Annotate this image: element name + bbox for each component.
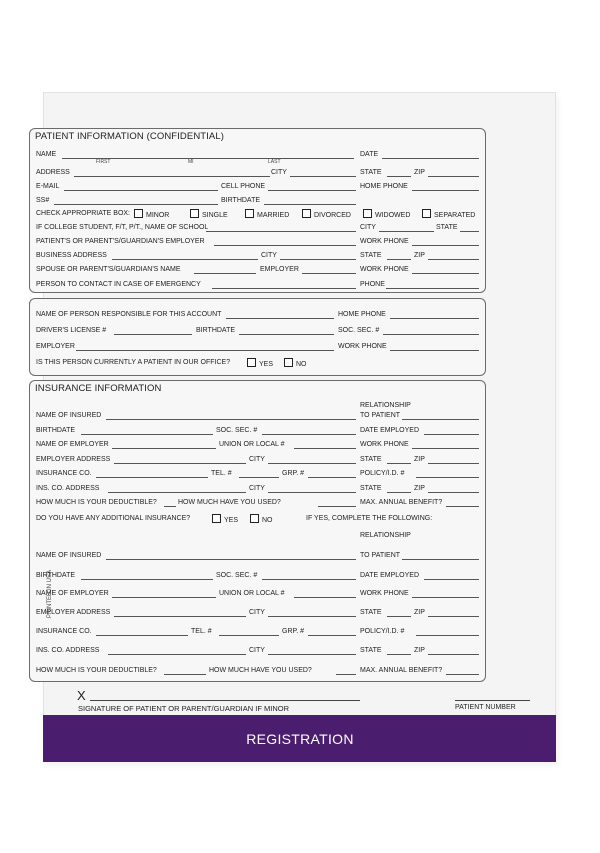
to-patient-label: TO PATIENT — [360, 412, 401, 419]
email-label: E-MAIL — [36, 183, 60, 190]
email-field[interactable] — [64, 190, 218, 191]
birthdate-field[interactable] — [264, 204, 356, 205]
responsible-home-phone-field[interactable] — [390, 318, 479, 319]
work-phone-label-2: WORK PHONE — [360, 590, 409, 597]
current-patient-no-option[interactable] — [280, 358, 307, 369]
policy-label: POLICY/I.D. # — [360, 470, 405, 477]
business-address-row — [36, 251, 479, 263]
insurance-address-label: INS. CO. ADDRESS — [36, 485, 100, 492]
address-row — [36, 168, 479, 180]
status-option-separated[interactable] — [418, 209, 475, 220]
state-label: STATE — [360, 485, 382, 492]
business-address-label: BUSINESS ADDRESS — [36, 252, 107, 259]
cell-phone-label: CELL PHONE — [221, 183, 266, 190]
tel-label: TEL. # — [211, 470, 232, 477]
responsible-name-row — [36, 310, 479, 322]
current-patient-question: IS THIS PERSON CURRENTLY A PATIENT IN OUR OFFICE? — [36, 359, 231, 366]
yes-label: YES — [224, 517, 239, 524]
responsible-party-section — [29, 298, 486, 376]
checkbox[interactable] — [245, 209, 254, 218]
city-label: CITY — [249, 456, 265, 463]
state-label-3: STATE — [360, 647, 382, 654]
city-label: CITY — [271, 169, 287, 176]
city-field-3[interactable] — [268, 654, 356, 655]
insurance-information-section — [29, 380, 486, 682]
date-field[interactable] — [382, 158, 479, 159]
current-patient-row — [36, 358, 479, 370]
emergency-label: PERSON TO CONTACT IN CASE OF EMERGENCY — [36, 281, 201, 288]
emergency-phone-field[interactable] — [386, 288, 479, 289]
cell-phone-field[interactable] — [268, 190, 356, 191]
additional-insurance-question: DO YOU HAVE ANY ADDITIONAL INSURANCE? — [36, 515, 191, 522]
date-employed-field-2[interactable] — [424, 579, 479, 580]
checkbox[interactable] — [247, 358, 256, 367]
employer-name-label-2: NAME OF EMPLOYER — [36, 590, 109, 597]
married-label: MARRIED — [257, 212, 290, 219]
insured2-birthdate-row — [36, 571, 479, 583]
birthdate-field-2[interactable] — [81, 579, 213, 580]
business-state-label: STATE — [360, 252, 382, 259]
insured2-row — [36, 551, 479, 563]
deductible-row-2 — [36, 666, 479, 678]
employer-label: PATIENT'S OR PARENT'S/GUARDIAN'S EMPLOYER — [36, 238, 205, 245]
grp-label: GRP. # — [282, 470, 305, 477]
address-label: ADDRESS — [36, 169, 70, 176]
used-field[interactable] — [318, 506, 356, 507]
zip-label-2: ZIP — [414, 609, 425, 616]
insurance-address-label-2: INS. CO. ADDRESS — [36, 647, 100, 654]
emergency-row — [36, 280, 479, 292]
tel-field[interactable] — [239, 477, 279, 478]
date-label: DATE — [360, 151, 379, 158]
license-field[interactable] — [114, 334, 192, 335]
spouse-row — [36, 265, 479, 277]
business-address-field[interactable] — [112, 259, 258, 260]
section-title: INSURANCE INFORMATION — [35, 383, 162, 394]
college-label: IF COLLEGE STUDENT, F/T, P/T., NAME OF SCHOOL — [36, 224, 209, 231]
side-print-text: PRINTED IN USA — [47, 569, 53, 618]
last-sublabel: LAST — [268, 159, 281, 165]
responsible-name-field[interactable] — [226, 318, 334, 319]
max-benefit-field[interactable] — [446, 506, 479, 507]
ssn-field[interactable] — [54, 204, 218, 205]
relationship2-field[interactable] — [402, 559, 479, 560]
yes-label: YES — [259, 361, 274, 368]
patient-information-section — [29, 128, 486, 293]
used-field-2[interactable] — [336, 674, 356, 675]
employer-name-label: NAME OF EMPLOYER — [36, 441, 109, 448]
checkbox[interactable] — [134, 209, 143, 218]
status-option-widowed[interactable] — [359, 209, 410, 220]
zip-label: ZIP — [414, 485, 425, 492]
deductible-label: HOW MUCH IS YOUR DEDUCTIBLE? — [36, 499, 157, 506]
employer-address-row-2 — [36, 608, 479, 620]
employer-address-label: EMPLOYER ADDRESS — [36, 456, 111, 463]
check-box-label: CHECK APPROPRIATE BOX: — [36, 210, 131, 217]
spouse-work-phone-field[interactable] — [412, 273, 479, 274]
responsible-work-phone-field[interactable] — [390, 350, 479, 351]
separated-label: SEPARATED — [434, 212, 476, 219]
home-phone-field[interactable] — [412, 190, 479, 191]
max-benefit-field-2[interactable] — [446, 674, 479, 675]
no-label: NO — [296, 361, 307, 368]
if-yes-instruction: IF YES, COMPLETE THE FOLLOWING: — [306, 515, 433, 522]
signature-x-mark: X — [77, 688, 86, 703]
state-label: STATE — [360, 169, 382, 176]
employer-field[interactable] — [214, 245, 356, 246]
zip-label: ZIP — [414, 169, 425, 176]
max-benefit-label-2: MAX. ANNUAL BENEFIT? — [360, 667, 443, 674]
name-row — [36, 150, 479, 165]
email-row — [36, 182, 479, 194]
spouse-work-phone-label: WORK PHONE — [360, 266, 409, 273]
birthdate-field[interactable] — [81, 434, 213, 435]
state-field-3[interactable] — [387, 654, 411, 655]
soc-sec-field-2[interactable] — [262, 579, 356, 580]
union-label-2: UNION OR LOCAL # — [219, 590, 285, 597]
zip-label-3: ZIP — [414, 647, 425, 654]
zip-field[interactable] — [428, 492, 479, 493]
single-label: SINGLE — [202, 212, 228, 219]
spouse-employer-label: EMPLOYER — [260, 266, 299, 273]
college-state-label: STATE — [436, 224, 458, 231]
business-zip-field[interactable] — [428, 259, 479, 260]
city-label-2: CITY — [249, 609, 265, 616]
business-state-field[interactable] — [387, 259, 411, 260]
city-field[interactable] — [268, 463, 356, 464]
employer-address-field-2[interactable] — [114, 616, 246, 617]
work-phone-field[interactable] — [412, 448, 479, 449]
college-state-field[interactable] — [460, 231, 479, 232]
emergency-phone-label: PHONE — [360, 281, 385, 288]
minor-label: MINOR — [146, 212, 170, 219]
deductible-row — [36, 498, 479, 510]
grp-field[interactable] — [308, 477, 356, 478]
ssn-label: SS# — [36, 197, 50, 204]
emergency-field[interactable] — [212, 288, 356, 289]
patient-number-line[interactable] — [455, 700, 530, 701]
checkbox[interactable] — [302, 209, 311, 218]
patient-number-label: PATIENT NUMBER — [455, 704, 516, 711]
union-field-2[interactable] — [294, 597, 356, 598]
business-zip-label: ZIP — [414, 252, 425, 259]
birthdate-label: BIRTHDATE — [221, 197, 261, 204]
responsible-soc-sec-label: SOC. SEC. # — [338, 327, 380, 334]
city-label: CITY — [249, 485, 265, 492]
college-city-field[interactable] — [379, 231, 434, 232]
work-phone-label: WORK PHONE — [360, 441, 409, 448]
insurance-co-label-2: INSURANCE CO. — [36, 628, 92, 635]
name-label: NAME — [36, 151, 57, 158]
address-field[interactable] — [74, 176, 270, 177]
grp-label-2: GRP. # — [282, 628, 305, 635]
checkbox[interactable] — [363, 209, 372, 218]
spouse-field[interactable] — [194, 273, 256, 274]
employer-row — [36, 237, 479, 249]
city-field[interactable] — [268, 492, 356, 493]
responsible-employer-field[interactable] — [76, 350, 334, 351]
state-field[interactable] — [387, 492, 411, 493]
policy-field-2[interactable] — [416, 635, 479, 636]
insured-employer-row — [36, 440, 479, 452]
city-field[interactable] — [290, 176, 356, 177]
city-label-3: CITY — [249, 647, 265, 654]
insured-field[interactable] — [106, 419, 356, 420]
date-employed-label-2: DATE EMPLOYED — [360, 572, 419, 579]
responsible-name-label: NAME OF PERSON RESPONSIBLE FOR THIS ACCOUNT — [36, 311, 222, 318]
zip-field-3[interactable] — [428, 654, 479, 655]
work-phone-label: WORK PHONE — [360, 238, 409, 245]
relationship2-header-row — [36, 531, 479, 543]
current-patient-yes-option[interactable] — [243, 358, 273, 369]
birthdate-label: BIRTHDATE — [36, 427, 76, 434]
checkbox[interactable] — [250, 514, 259, 523]
insured2-label: NAME OF INSURED — [36, 552, 102, 559]
spouse-label: SPOUSE OR PARENT'S/GUARDIAN'S NAME — [36, 266, 181, 273]
deductible-field-2[interactable] — [164, 674, 206, 675]
birthdate-label-2: BIRTHDATE — [36, 572, 76, 579]
divorced-label: DIVORCED — [314, 212, 351, 219]
insurance-co-label: INSURANCE CO. — [36, 470, 92, 477]
insured-label: NAME OF INSURED — [36, 412, 102, 419]
responsible-birthdate-field[interactable] — [239, 334, 334, 335]
mi-sublabel: MI — [188, 159, 194, 165]
college-city-label: CITY — [360, 224, 376, 231]
license-label: DRIVER'S LICENSE # — [36, 327, 107, 334]
employer-name-field-2[interactable] — [112, 597, 216, 598]
union-field[interactable] — [294, 448, 356, 449]
insurance-address-field[interactable] — [108, 492, 246, 493]
college-field[interactable] — [206, 231, 356, 232]
college-row — [36, 223, 479, 235]
insurance-address-field-2[interactable] — [108, 654, 246, 655]
status-option-minor[interactable] — [130, 209, 169, 220]
responsible-employer-label: EMPLOYER — [36, 343, 75, 350]
date-employed-field[interactable] — [424, 434, 479, 435]
zip-field-2[interactable] — [428, 616, 479, 617]
state-label: STATE — [360, 456, 382, 463]
tel-label-2: TEL. # — [191, 628, 212, 635]
insurance-address-row-2 — [36, 646, 479, 658]
tel-field-2[interactable] — [219, 635, 279, 636]
city-field-2[interactable] — [268, 616, 356, 617]
insurance-co-field[interactable] — [96, 477, 208, 478]
additional-yes-option[interactable] — [208, 514, 238, 525]
business-city-label: CITY — [261, 252, 277, 259]
checkbox[interactable] — [284, 358, 293, 367]
home-phone-label: HOME PHONE — [360, 183, 408, 190]
spouse-employer-field[interactable] — [302, 273, 356, 274]
work-phone-field-2[interactable] — [412, 597, 479, 598]
registration-title: REGISTRATION — [246, 731, 354, 747]
insurance-co-row-2 — [36, 627, 479, 639]
work-phone-field[interactable] — [412, 245, 479, 246]
additional-no-option[interactable] — [246, 514, 273, 525]
state-field[interactable] — [387, 176, 411, 177]
insured2-employer-row — [36, 589, 479, 601]
responsible-work-phone-label: WORK PHONE — [338, 343, 387, 350]
employer-address-label-2: EMPLOYER ADDRESS — [36, 609, 111, 616]
soc-sec-label-2: SOC. SEC. # — [216, 572, 258, 579]
insurance-address-row — [36, 484, 479, 496]
zip-field[interactable] — [428, 176, 479, 177]
relationship-label: RELATIONSHIP — [360, 402, 411, 409]
checkbox[interactable] — [212, 514, 221, 523]
ssn-row — [36, 196, 479, 208]
policy-label-2: POLICY/I.D. # — [360, 628, 405, 635]
state-label-2: STATE — [360, 609, 382, 616]
deductible-label-2: HOW MUCH IS YOUR DEDUCTIBLE? — [36, 667, 157, 674]
no-label: NO — [262, 517, 273, 524]
responsible-soc-sec-field[interactable] — [383, 334, 479, 335]
employer-address-field[interactable] — [114, 463, 246, 464]
business-city-field[interactable] — [280, 259, 356, 260]
zip-field[interactable] — [428, 463, 479, 464]
first-sublabel: FIRST — [96, 159, 111, 165]
max-benefit-label: MAX. ANNUAL BENEFIT? — [360, 499, 443, 506]
employer-address-row — [36, 455, 479, 467]
responsible-home-phone-label: HOME PHONE — [338, 311, 386, 318]
used-label-2: HOW MUCH HAVE YOU USED? — [209, 667, 312, 674]
section-title: PATIENT INFORMATION (CONFIDENTIAL) — [35, 131, 225, 142]
status-option-single[interactable] — [186, 209, 228, 220]
relationship-label-2: RELATIONSHIP — [360, 532, 411, 539]
insurance-co-field-2[interactable] — [96, 635, 188, 636]
date-employed-label: DATE EMPLOYED — [360, 427, 419, 434]
zip-label: ZIP — [414, 456, 425, 463]
status-option-divorced[interactable] — [298, 209, 351, 220]
soc-sec-field[interactable] — [262, 434, 356, 435]
additional-insurance-row — [36, 514, 479, 526]
status-option-married[interactable] — [241, 209, 289, 220]
used-label: HOW MUCH HAVE YOU USED? — [178, 499, 281, 506]
insurance-co-row — [36, 469, 479, 481]
state-field[interactable] — [387, 463, 411, 464]
policy-field[interactable] — [416, 477, 479, 478]
checkbox[interactable] — [422, 209, 431, 218]
responsible-birthdate-label: BIRTHDATE — [196, 327, 236, 334]
relationship-field[interactable] — [402, 419, 479, 420]
to-patient-label-2: TO PATIENT — [360, 552, 401, 559]
insured-row — [36, 411, 479, 423]
insured2-field[interactable] — [106, 559, 356, 560]
responsible-employer-row — [36, 342, 479, 354]
union-label: UNION OR LOCAL # — [219, 441, 285, 448]
insured-birthdate-row — [36, 426, 479, 438]
state-field-2[interactable] — [387, 616, 411, 617]
checkbox[interactable] — [190, 209, 199, 218]
soc-sec-label: SOC. SEC. # — [216, 427, 258, 434]
widowed-label: WIDOWED — [375, 212, 411, 219]
deductible-field[interactable] — [164, 506, 176, 507]
grp-field-2[interactable] — [308, 635, 356, 636]
signature-line[interactable] — [90, 700, 360, 701]
signature-label: SIGNATURE OF PATIENT OR PARENT/GUARDIAN IF MINOR — [78, 704, 289, 713]
license-row — [36, 326, 479, 338]
employer-name-field[interactable] — [112, 448, 216, 449]
marital-status-row — [36, 209, 479, 221]
